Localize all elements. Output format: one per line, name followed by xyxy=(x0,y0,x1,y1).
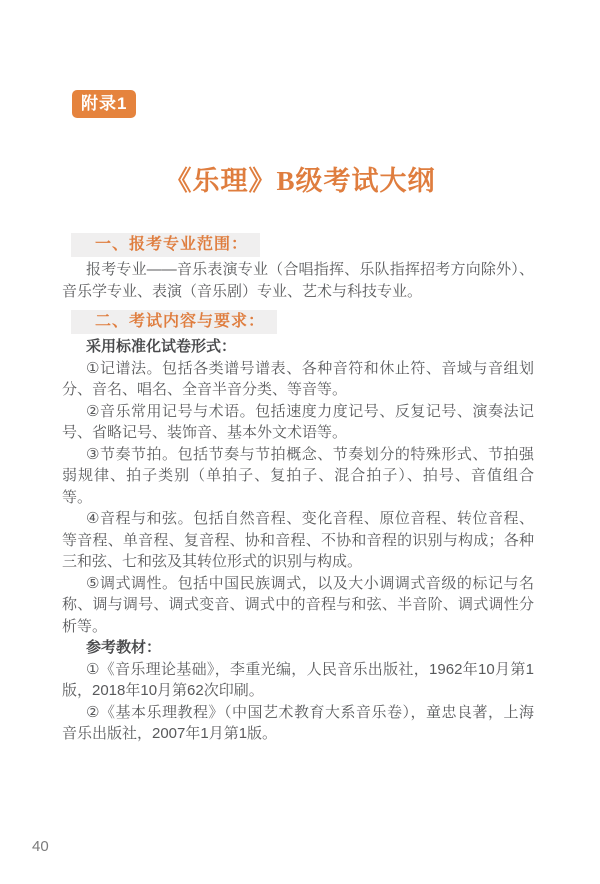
page-title: 《乐理》B级考试大纲 xyxy=(164,166,436,196)
paragraph: 参考教材： xyxy=(86,639,162,656)
paragraph: ③节奏节拍。包括节奏与节拍概念、节奏划分的特殊形式、节拍强弱规律、拍子类别（单拍子、复拍子、混合拍子）、拍号、音值组合等。 xyxy=(62,445,534,506)
page-number: 40 xyxy=(32,838,49,855)
paragraph: ④音程与和弦。包括自然音程、变化音程、原位音程、转位音程、等音程、单音程、复音程、协和音程、不协和音程的识别与构成；各种三和弦、七和弦及其转位形式的识别与构成。 xyxy=(62,510,534,570)
section-heading: 二、考试内容与要求： xyxy=(71,310,277,334)
paragraph: ②《基本乐理教程》（中国艺术教育大系音乐卷），童忠良著，上海音乐出版社，2007年1月第1版。 xyxy=(62,703,534,742)
appendix-badge: 附录1 xyxy=(72,90,136,118)
paragraph: 报考专业——音乐表演专业（合唱指挥、乐队指挥招考方向除外）、音乐学专业、表演（音乐剧）专业、艺术与科技专业。 xyxy=(62,261,534,300)
paragraph: 采用标准化试卷形式： xyxy=(86,338,237,355)
section-heading: 一、报考专业范围： xyxy=(71,233,260,257)
paragraph: ②音乐常用记号与术语。包括速度力度记号、反复记号、演奏法记号、省略记号、装饰音、基本外文术语等。 xyxy=(62,402,534,441)
section-exam-content xyxy=(62,310,534,745)
paragraph: ①记谱法。包括各类谱号谱表、各种音符和休止符、音域与音组划分、音名、唱名、全音半音分类、等音等。 xyxy=(62,359,534,398)
paragraph: ⑤调式调性。包括中国民族调式，以及大小调调式音级的标记与名称、调与调号、调式变音、调式中的音程与和弦、半音阶、调式调性分析等。 xyxy=(62,574,534,635)
section-application-scope xyxy=(62,233,534,302)
document-body xyxy=(62,233,534,745)
paragraph: ①《音乐理论基础》，李重光编，人民音乐出版社，1962年10月第1版，2018年10月第62次印刷。 xyxy=(62,660,534,699)
